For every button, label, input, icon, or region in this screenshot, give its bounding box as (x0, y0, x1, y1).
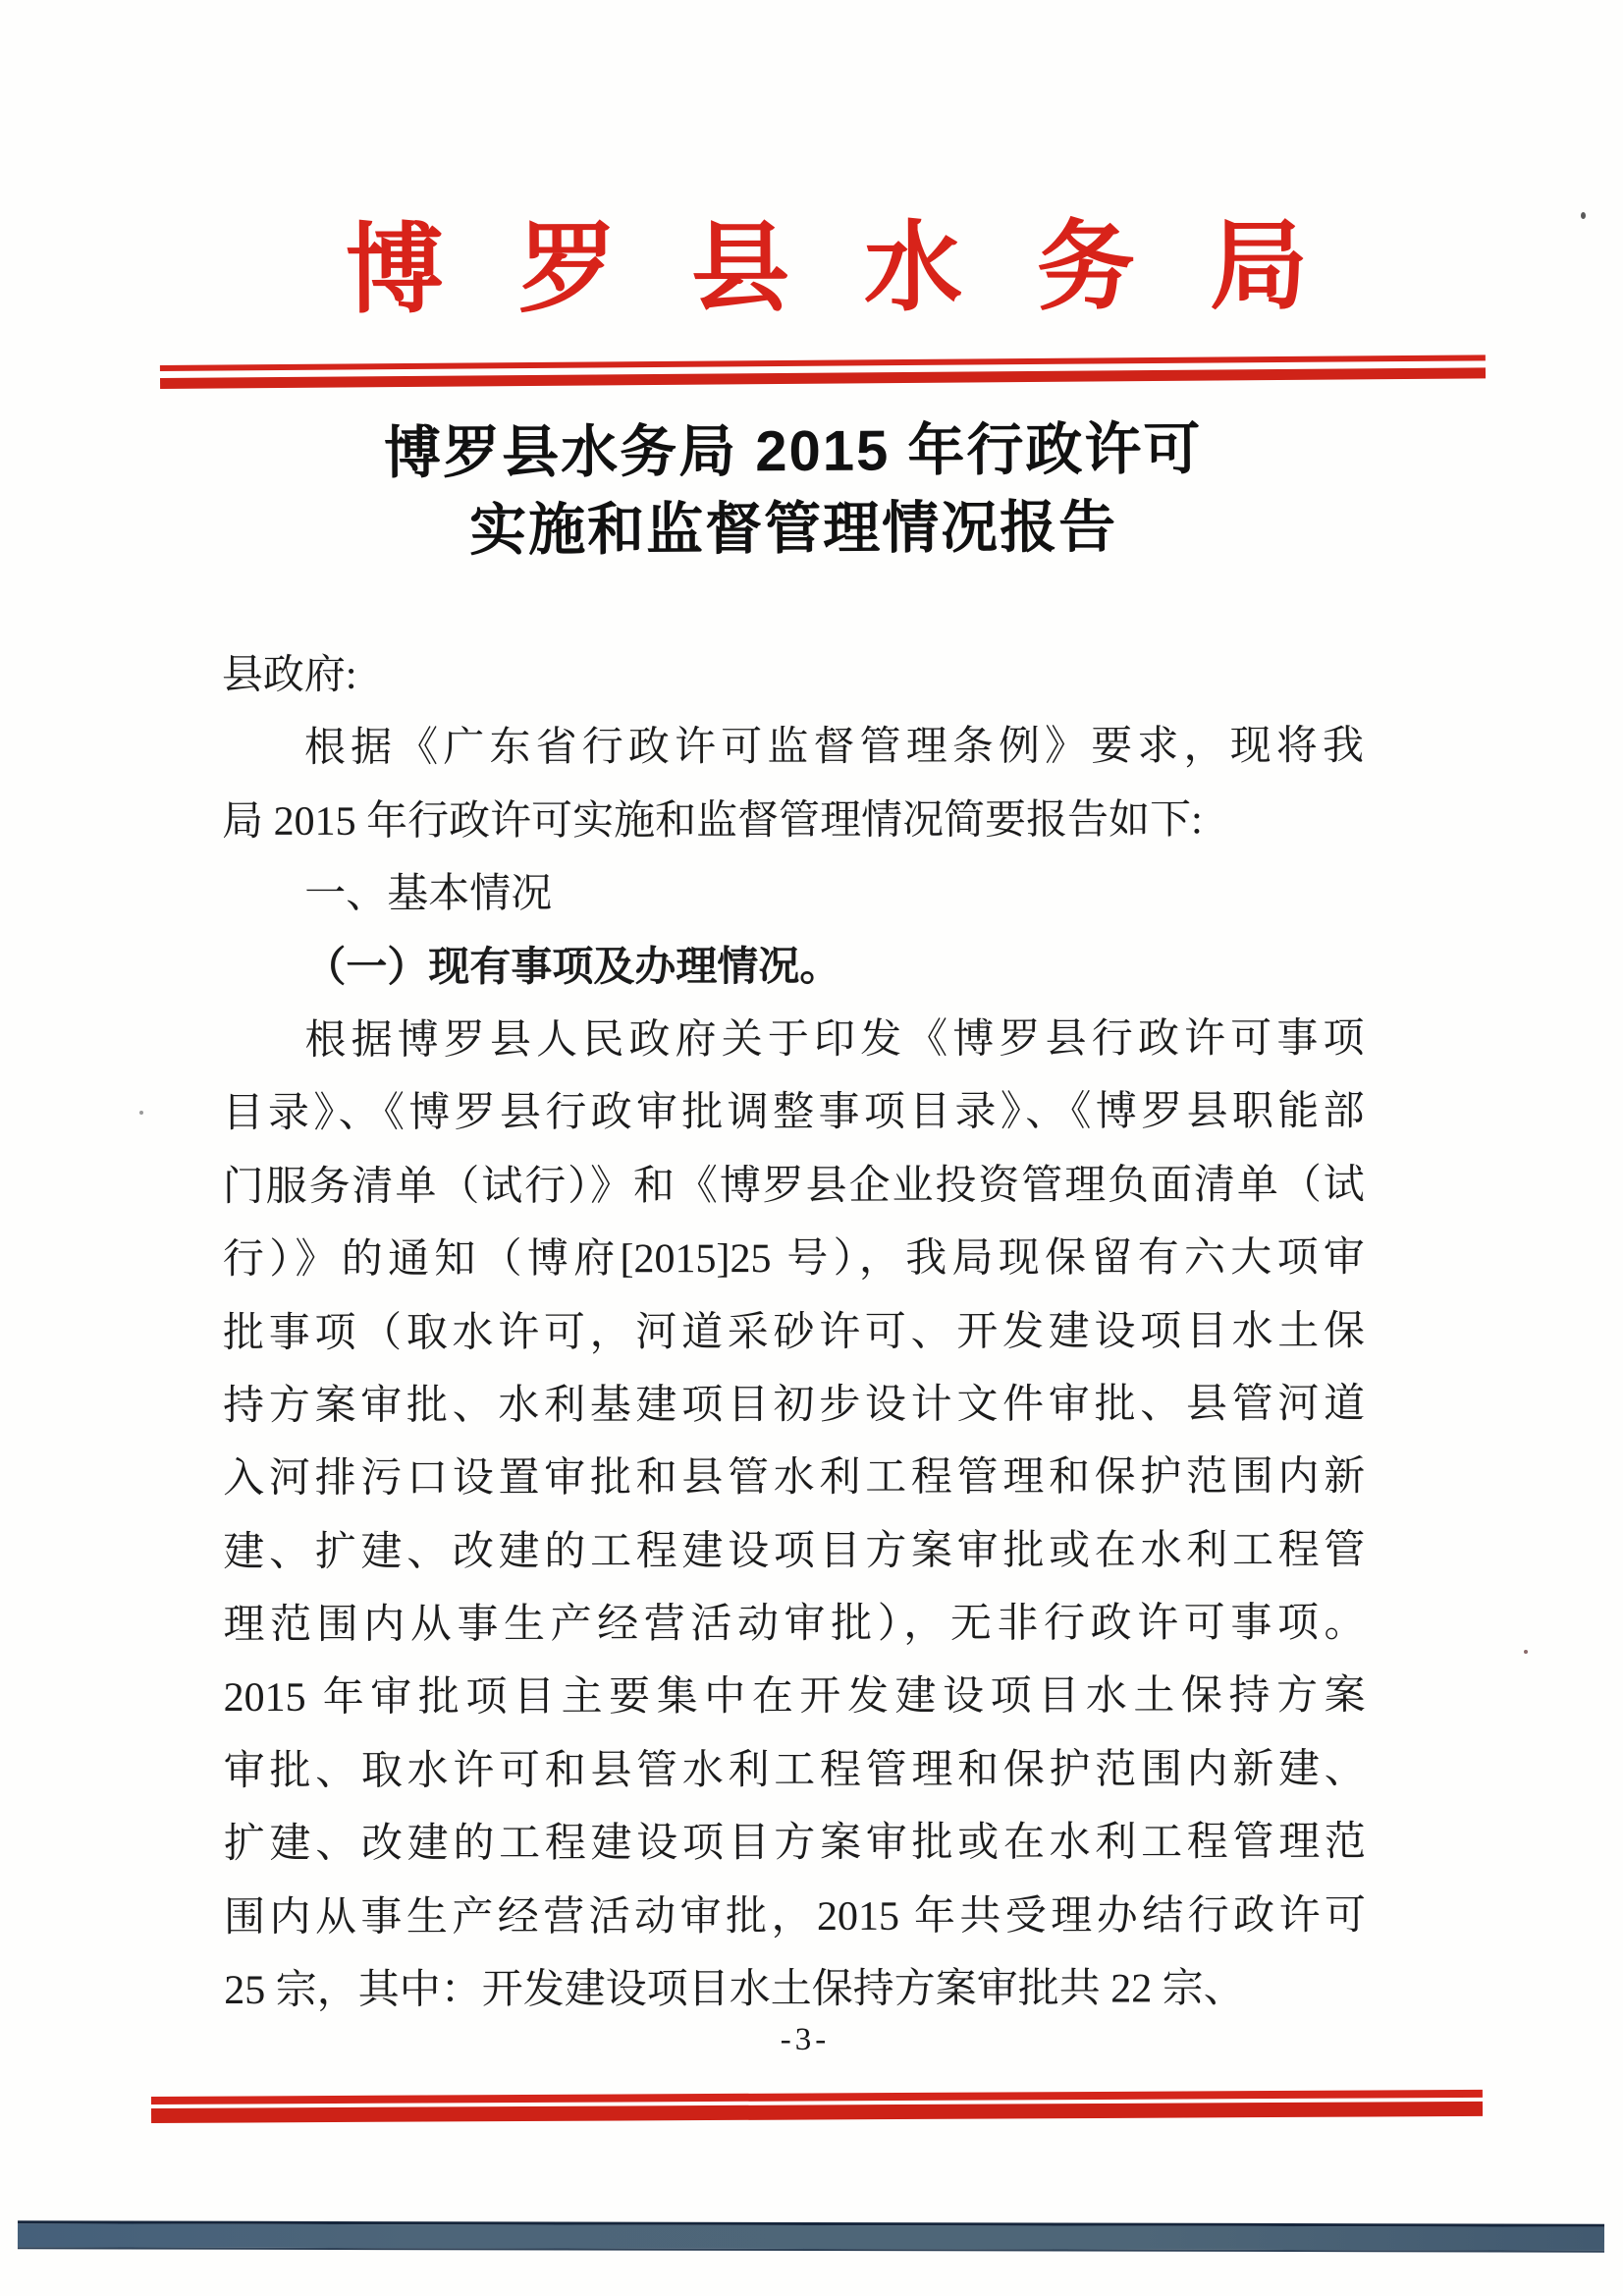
body-line: 局 2015 年行政许可实施和监督管理情况简要报告如下: (222, 797, 1203, 845)
document-title-line1: 博罗县水务局 2015 年行政许可 (383, 416, 1203, 486)
agency-masthead: 博罗县水务局 (345, 211, 1383, 326)
body-line: 县政府: (221, 652, 357, 699)
body-line: 根据《广东省行政许可监督管理条例》要求，现将我 (303, 724, 1365, 772)
body-line: 持方案审批、水利基建项目初步设计文件审批、县管河道 (223, 1381, 1366, 1429)
body-line: 审批、取水许可和县管水利工程管理和保护范围内新建、 (223, 1746, 1366, 1794)
document-body (222, 637, 1366, 2027)
masthead-separator (160, 355, 1486, 391)
body-line: 建、扩建、改建的工程建设项目方案审批或在水利工程管 (223, 1527, 1366, 1575)
body-line: 一、基本情况 (304, 871, 553, 918)
document-title (0, 409, 1587, 572)
body-line: 围内从事生产经营活动审批，2015 年共受理办结行政许可 (223, 1892, 1367, 1941)
page-number: -3- (780, 2022, 831, 2057)
body-line: 2015 年审批项目主要集中在开发建设项目水土保持方案 (223, 1673, 1366, 1722)
scanner-artifact-bar (18, 2220, 1604, 2252)
body-line: （一）现有事项及办理情况。 (304, 944, 841, 991)
masthead-separator-thick-line (160, 367, 1486, 389)
footer-separator-thick-line (151, 2102, 1483, 2123)
scan-speck (1581, 212, 1586, 219)
body-line: 25 宗，其中：开发建设项目水土保持方案审批共 22 宗、 (224, 1966, 1245, 2014)
scan-speck (1524, 1650, 1528, 1654)
body-line: 行）》的通知（博府[2015]25 号），我局现保留有六大项审 (222, 1235, 1365, 1284)
body-line: 目录》、《博罗县行政审批调整事项目录》、《博罗县职能部 (222, 1089, 1365, 1137)
body-line: 根据博罗县人民政府关于印发《博罗县行政许可事项 (304, 1015, 1365, 1064)
document-title-line2: 实施和监督管理情况报告 (469, 495, 1118, 563)
body-line: 批事项（取水许可，河道采砂许可、开发建设项目水土保 (222, 1308, 1366, 1356)
body-line: 门服务清单（试行）》和《博罗县企业投资管理负面清单（试 (222, 1162, 1365, 1210)
body-line: 扩建、改建的工程建设项目方案审批或在水利工程管理范 (223, 1820, 1366, 1868)
footer-separator (151, 2090, 1483, 2126)
scan-speck (139, 1111, 143, 1115)
body-line: 理范围内从事生产经营活动审批），无非行政许可事项。 (223, 1601, 1366, 1649)
body-line: 入河排污口设置审批和县管水利工程管理和保护范围内新 (223, 1454, 1366, 1503)
